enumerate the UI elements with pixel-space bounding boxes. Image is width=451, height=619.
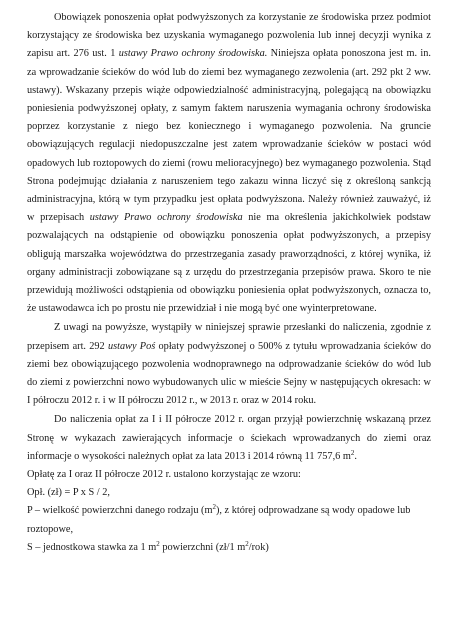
text-segment: . [354,450,357,462]
definition-p-text-b: ), z której odprowadzane są wody opadowe lub [215,505,411,517]
italic-citation: ustawy Poś [107,340,156,352]
formula-intro-line: Opłatę za I oraz II półrocze 2012 r. ustalono korzystając ze wzoru: [27,469,301,481]
definition-s [27,539,431,557]
definition-s-text-c: /rok) [248,541,269,553]
text-segment: opłaty podwyższonej o 500% z tytułu wprowadzania ścieków do ziemi bez obowiązującego pozwolenia wodnoprawnego na odprowadzanie ścieków do wód lub do ziemi z powierzchni nowo wybudowanych ulic w mieście Sejny w następujących okresach: w I półroczu 2012 r. i w II półroczu 2012 r., w 2013 r. oraz w 2014 roku. [27,340,432,407]
superscript: 2 [350,448,355,457]
definition-s-text-a: S – jednostkowa stawka za 1 m [27,541,157,553]
definition-s-sup-2: 2 [245,539,249,548]
text-segment: nie ma określenia jakichkolwiek podstaw pozwalających na odstąpienie od obowiązku ponoszenia opłat podwyższonych, a przepisy obligują marszałka województwa do przestrzegania zasady praworządności, z której wynika, iż organy administracji zobowiązane są z urzędu do przestrzegania przepisów prawa. Skoro te nie przewidują możliwości odstąpienia od obowiązku poniesienia opłat podwyższonych, oznacza to, że ustawodawca ich po prostu nie przewidział i nie mogą być one wyinterpretowane. [27,212,431,315]
definition-s-text-b: powierzchni (zł/1 m [159,541,246,553]
text-segment: Z uwagi na powyższe, wystąpiły w niniejszej sprawie przesłanki do naliczenia, zgodnie z przepisem art. 292 [27,322,431,352]
definition-p-sup: 2 [212,503,216,512]
italic-citation: ustawy Prawo ochrony środowiska. [118,48,268,60]
definition-p-continuation: roztopowe, [27,523,74,535]
text-segment: Obowiązek ponoszenia opłat podwyższonych za korzystanie ze środowiska przez podmiot korzystający ze środowiska bez uzyskania wymaganego pozwolenia lub innej decyzji wynika z zapisu art. 276 ust. 1 [27,12,431,60]
text-segment: Niniejsza opłata ponoszona jest m. in. za wprowadzanie ścieków do wód lub do ziemi bez wymaganego zezwolenia (art. 292 pkt 2 ww. ustawy). Wskazany przepis wiąże odpowiedzialność administracyjną, polegającą na obowiązku poniesienia podwyższonej opłaty, z samym faktem naruszenia wymagania ochrony środowiska poprzez korzystanie z niego bez koniecznego i wymaganego pozwolenia. Na gruncie obowiązujących regulacji niedopuszczalne jest zatem wprowadzanie ścieków w postaci wód opadowych lub roztopowych do ziemi (rowu melioracyjnego) bez wymaganego pozwolenia. Stąd Strona podejmując działania z naruszeniem tego zakazu winna liczyć się z określoną sankcją administracyjna, którą w tym przypadku jest opłata podwyższona. Należy również zauważyć, iż w przepisach [27,48,431,224]
definition-p [27,502,431,520]
formula-line: Opł. (zł) = P x S / 2, [27,487,110,499]
paragraph-3 [27,411,431,466]
text-segment: Do naliczenia opłat za I i II półrocze 2012 r. organ przyjął powierzchnię wskazaną przez Stronę w wykazach zawierających informacje o ściekach wprowadzanych do ziemi oraz informacje o wysokości należnych opłat za lata 2013 i 2014 równą 11 757,6 m [27,414,431,462]
definition-p-text-a: P – wielkość powierzchni danego rodzaju (m [27,505,213,517]
italic-citation: ustawy Prawo ochrony środowiska [89,212,243,224]
paragraph-1 [27,9,431,318]
definition-s-sup-1: 2 [156,539,160,548]
paragraph-2 [27,319,431,410]
